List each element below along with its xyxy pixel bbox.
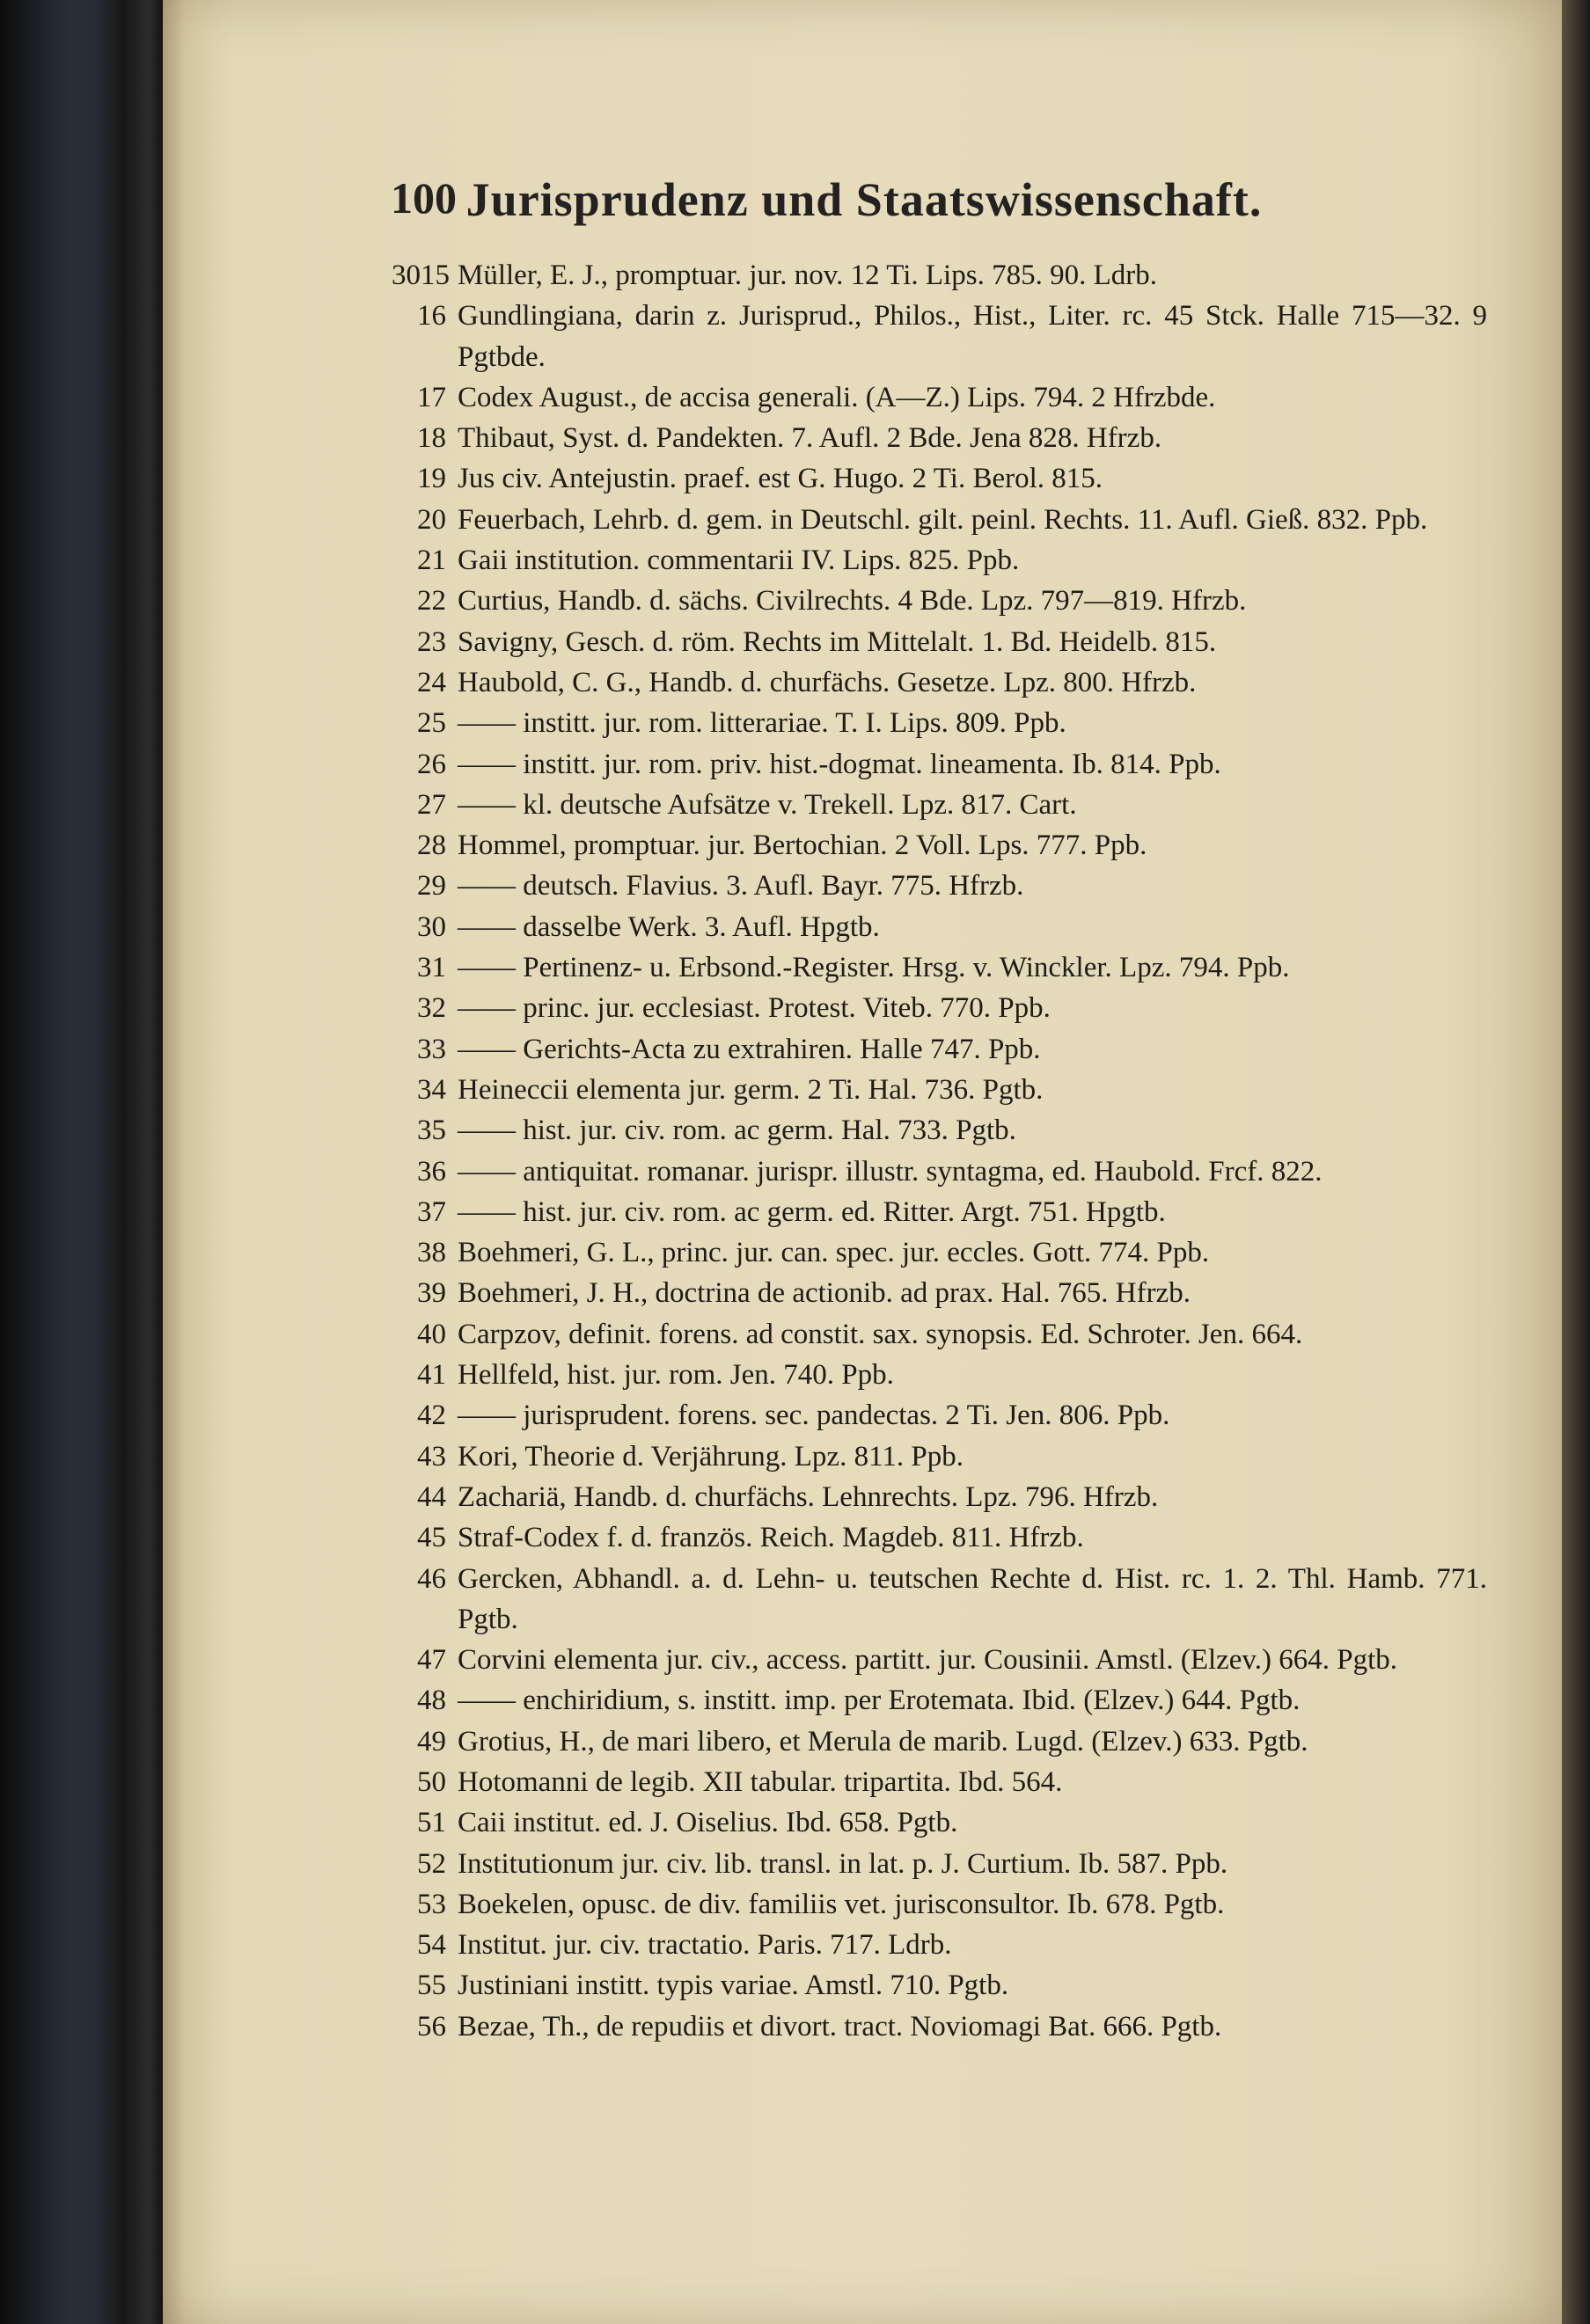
catalog-entry: [396, 988, 1487, 1028]
entry-text: —— institt. jur. rom. litterariae. T. I. Lips. 809. Ppb.: [458, 707, 1066, 740]
catalog-entry: [396, 581, 1487, 621]
entry-number: 27: [417, 788, 446, 821]
catalog-entry: [396, 1517, 1487, 1558]
entry-number: 53: [417, 1888, 446, 1920]
catalog-entry: [396, 296, 1487, 377]
entry-number: 50: [417, 1765, 446, 1798]
entry-number: 18: [417, 422, 446, 455]
entry-text: Kori, Theorie d. Verjährung. Lpz. 811. Ppb.: [458, 1440, 964, 1473]
entry-text: —— hist. jur. civ. rom. ac germ. ed. Ritter. Argt. 751. Hpgtb.: [458, 1195, 1166, 1228]
catalog-entry: [396, 622, 1487, 662]
catalog-entry: [396, 2006, 1487, 2047]
entry-number: 34: [417, 1073, 446, 1106]
entry-text: Feuerbach, Lehrb. d. gem. in Deutschl. gilt. peinl. Rechts. 11. Aufl. Gieß. 832. Ppb.: [458, 503, 1428, 536]
entry-text: —— princ. jur. ecclesiast. Protest. Viteb. 770. Ppb.: [458, 992, 1051, 1025]
catalog-entry: [396, 1965, 1487, 2006]
entry-text: —— institt. jur. rom. priv. hist.-dogmat. lineamenta. Ib. 814. Ppb.: [458, 748, 1221, 780]
entry-text: —— jurisprudent. forens. sec. pandectas. 2 Ti. Jen. 806. Ppb.: [458, 1400, 1170, 1432]
entry-text: Jus civ. Antejustin. praef. est G. Hugo. 2 Ti. Berol. 815.: [458, 463, 1103, 495]
catalog-entry: [396, 1680, 1487, 1721]
entry-number: 52: [417, 1847, 446, 1880]
catalog-entry: [396, 1884, 1487, 1925]
entry-text: Corvini elementa jur. civ., access. partitt. jur. Cousinii. Amstl. (Elzev.) 664. Pgtb.: [458, 1644, 1398, 1677]
catalog-entry: [396, 1314, 1487, 1355]
entry-text: —— Gerichts-Acta zu extrahiren. Halle 747. Ppb.: [458, 1033, 1041, 1065]
entry-number: 20: [417, 503, 446, 536]
catalog-entry: [396, 1192, 1487, 1232]
entry-number: 35: [417, 1114, 446, 1147]
catalog-entry: [396, 1395, 1487, 1436]
entry-text: Justiniani institt. typis variae. Amstl. 710. Pgtb.: [458, 1970, 1009, 2002]
catalog-entry: [396, 1355, 1487, 1395]
entry-text: Carpzov, definit. forens. ad constit. sax. synopsis. Ed. Schroter. Jen. 664.: [458, 1318, 1303, 1350]
entry-number: 45: [417, 1522, 446, 1554]
entry-text: Codex August., de accisa generali. (A—Z.) Lips. 794. 2 Hfrzbde.: [458, 381, 1216, 413]
entry-text: Haubold, C. G., Handb. d. churfächs. Gesetze. Lpz. 800. Hfrzb.: [458, 666, 1197, 698]
catalog-entry: [396, 1477, 1487, 1517]
entry-text: Institut. jur. civ. tractatio. Paris. 717. Ldrb.: [458, 1929, 952, 1962]
catalog-entry: [396, 1762, 1487, 1802]
catalog-entry: [396, 458, 1487, 499]
running-title: Jurisprudenz und Staatswissenschaft.: [465, 173, 1263, 226]
entry-text: —— deutsch. Flavius. 3. Aufl. Bayr. 775. Hfrzb.: [458, 870, 1024, 903]
entry-text: —— dasselbe Werk. 3. Aufl. Hpgtb.: [458, 910, 880, 943]
entry-text: Savigny, Gesch. d. röm. Rechts im Mittelalt. 1. Bd. Heidelb. 815.: [458, 625, 1217, 658]
catalog-entry: [396, 377, 1487, 418]
entry-text: —— hist. jur. civ. rom. ac germ. Hal. 733. Pgtb.: [458, 1114, 1016, 1147]
entry-text: Curtius, Handb. d. sächs. Civilrechts. 4 Bde. Lpz. 797—819. Hfrzb.: [458, 585, 1247, 618]
entry-text: —— antiquitat. romanar. jurispr. illustr. syntagma, ed. Haubold. Frcf. 822.: [458, 1155, 1323, 1188]
entry-number: 36: [417, 1155, 446, 1188]
entry-number: 19: [417, 463, 446, 495]
entry-text: Boehmeri, G. L., princ. jur. can. spec. jur. eccles. Gott. 774. Ppb.: [458, 1237, 1210, 1269]
entry-text: Straf-Codex f. d. französ. Reich. Magdeb. 811. Hfrzb.: [458, 1522, 1084, 1554]
entry-number: 22: [417, 585, 446, 618]
entry-number: 33: [417, 1033, 446, 1065]
entry-text: Institutionum jur. civ. lib. transl. in lat. p. J. Curtium. Ib. 587. Ppb.: [458, 1847, 1228, 1880]
entry-number: 43: [417, 1440, 446, 1473]
entry-number: 39: [417, 1277, 446, 1310]
page-number: 100: [391, 173, 457, 223]
entry-number: 48: [417, 1685, 446, 1717]
entry-number: 37: [417, 1195, 446, 1228]
catalog-entry: [396, 418, 1487, 458]
entry-text: Bezae, Th., de repudiis et divort. tract. Noviomagi Bat. 666. Pgtb.: [458, 2010, 1222, 2043]
entry-number: 16: [417, 300, 446, 333]
entry-number: 44: [417, 1480, 446, 1513]
catalog-entry: [396, 1802, 1487, 1843]
entry-number: 55: [417, 1970, 446, 2002]
catalog-entry: [396, 1844, 1487, 1884]
catalog-entry: [396, 500, 1487, 540]
entry-number: 40: [417, 1318, 446, 1350]
entry-text: Hotomanni de legib. XII tabular. tripartita. Ibd. 564.: [458, 1765, 1063, 1798]
entry-text: Hommel, promptuar. jur. Bertochian. 2 Voll. Lps. 777. Ppb.: [458, 829, 1147, 862]
catalog-entry: [396, 1925, 1487, 1965]
entry-text: Gundlingiana, darin z. Jurisprud., Philos., Hist., Liter. rc. 45 Stck. Halle 715—32. 9 Pgtbde.: [458, 300, 1487, 373]
page-header: [231, 172, 1498, 234]
entry-text: Caii institut. ed. J. Oiselius. Ibd. 658. Pgtb.: [458, 1807, 958, 1839]
catalog-entry: [396, 744, 1487, 785]
entry-number: 28: [417, 829, 446, 862]
entry-text: Thibaut, Syst. d. Pandekten. 7. Aufl. 2 Bde. Jena 828. Hfrzb.: [458, 422, 1162, 455]
entry-number: 56: [417, 2010, 446, 2043]
entry-number: 30: [417, 910, 446, 943]
catalog-entry: [396, 947, 1487, 988]
entry-text: —— Pertinenz- u. Erbsond.-Register. Hrsg. v. Winckler. Lpz. 794. Ppb.: [458, 952, 1290, 984]
catalog-entry: [396, 1640, 1487, 1680]
catalog-entry: [396, 785, 1487, 825]
entry-number: 32: [417, 992, 446, 1025]
catalog-entry: [396, 1559, 1487, 1641]
entry-number: 25: [417, 707, 446, 740]
entry-number: 47: [417, 1644, 446, 1677]
entry-number: 49: [417, 1725, 446, 1758]
entry-number: 24: [417, 666, 446, 698]
catalog-entry: [396, 1110, 1487, 1151]
entry-number: 21: [417, 544, 446, 577]
entry-number: 31: [417, 952, 446, 984]
catalog-entry-list: [392, 255, 1487, 2047]
entry-text: Müller, E. J., promptuar. jur. nov. 12 Ti. Lips. 785. 90. Ldrb.: [458, 259, 1157, 291]
catalog-entry: [396, 866, 1487, 906]
page-edge-shadow: [1562, 0, 1590, 2324]
entry-number: 3015: [392, 259, 450, 291]
entry-number: 38: [417, 1237, 446, 1269]
entry-text: Heineccii elementa jur. germ. 2 Ti. Hal. 736. Pgtb.: [458, 1073, 1044, 1106]
entry-text: Grotius, H., de mari libero, et Merula de marib. Lugd. (Elzev.) 633. Pgtb.: [458, 1725, 1308, 1758]
entry-number: 26: [417, 748, 446, 780]
entry-text: Zachariä, Handb. d. churfächs. Lehnrechts. Lpz. 796. Hfrzb.: [458, 1480, 1159, 1513]
entry-text: Gaii institution. commentarii IV. Lips. 825. Ppb.: [458, 544, 1020, 577]
entry-text: Gercken, Abhandl. a. d. Lehn- u. teutschen Rechte d. Hist. rc. 1. 2. Thl. Hamb. 771. Pgtb.: [458, 1562, 1487, 1635]
catalog-entry: [392, 255, 1487, 296]
entry-number: 23: [417, 625, 446, 658]
catalog-entry: [396, 703, 1487, 743]
catalog-entry: [396, 1436, 1487, 1477]
catalog-entry: [396, 1029, 1487, 1070]
catalog-entry: [396, 907, 1487, 947]
catalog-entry: [396, 662, 1487, 703]
entry-text: Boekelen, opusc. de div. familiis vet. jurisconsultor. Ib. 678. Pgtb.: [458, 1888, 1225, 1920]
entry-text: Boehmeri, J. H., doctrina de actionib. ad prax. Hal. 765. Hfrzb.: [458, 1277, 1191, 1310]
entry-number: 46: [417, 1562, 446, 1595]
entry-number: 29: [417, 870, 446, 903]
catalog-entry: [396, 1721, 1487, 1762]
catalog-entry: [396, 540, 1487, 581]
entry-number: 51: [417, 1807, 446, 1839]
entry-number: 54: [417, 1929, 446, 1962]
entry-number: 42: [417, 1400, 446, 1432]
catalog-entry: [396, 1232, 1487, 1273]
catalog-entry: [396, 1070, 1487, 1110]
catalog-entry: [396, 1273, 1487, 1313]
entry-number: 17: [417, 381, 446, 413]
entry-text: —— kl. deutsche Aufsätze v. Trekell. Lpz. 817. Cart.: [458, 788, 1077, 821]
catalog-entry: [396, 825, 1487, 866]
entry-number: 41: [417, 1359, 446, 1392]
entry-text: Hellfeld, hist. jur. rom. Jen. 740. Ppb.: [458, 1359, 894, 1392]
catalog-entry: [396, 1151, 1487, 1192]
entry-text: —— enchiridium, s. institt. imp. per Erotemata. Ibid. (Elzev.) 644. Pgtb.: [458, 1685, 1301, 1717]
